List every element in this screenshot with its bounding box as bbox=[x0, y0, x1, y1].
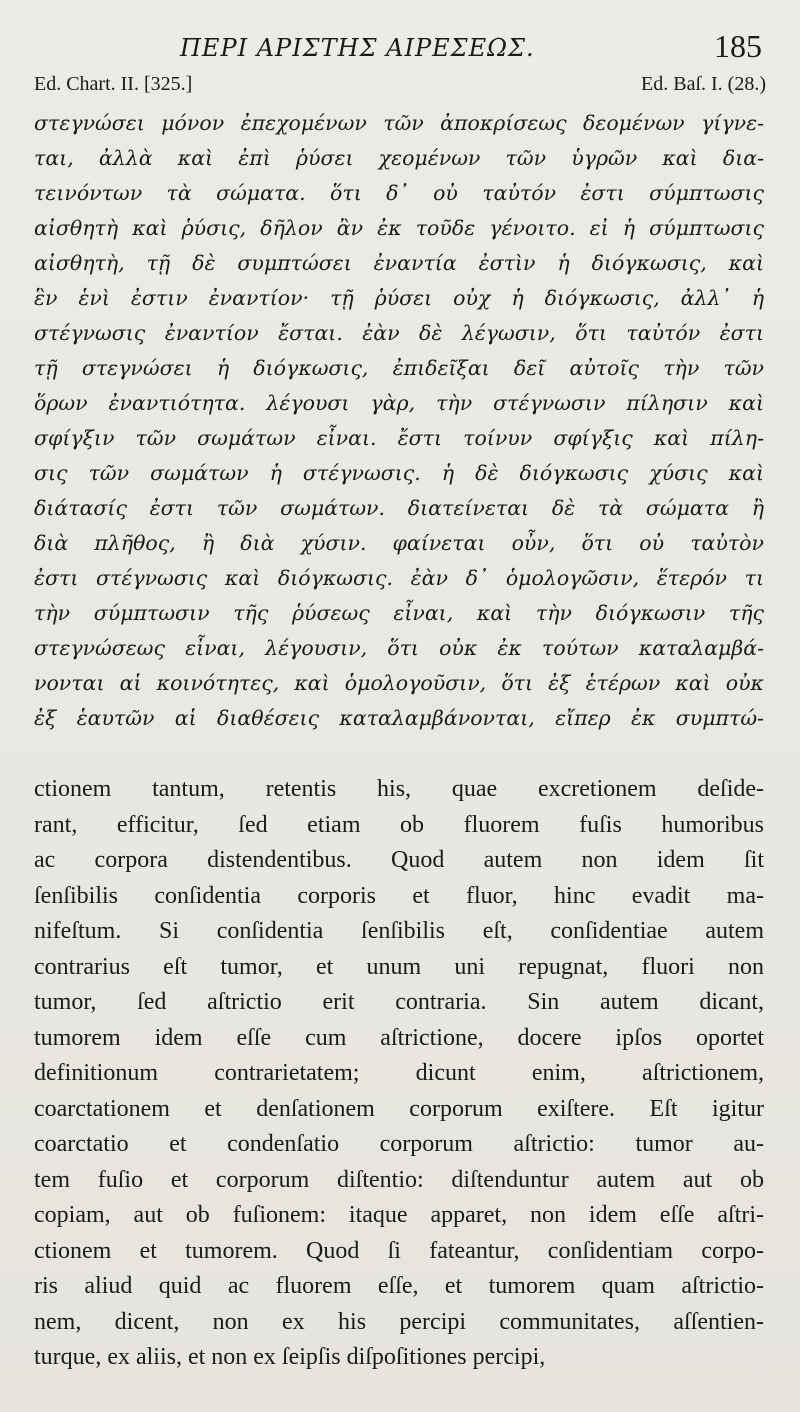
greek-text-line: νονται αἱ κοινότητες, καὶ ὁμολογοῦσιν, ὅτι ἐξ ἑτέρων καὶ οὐκ bbox=[34, 671, 764, 695]
greek-text-line: διὰ πλῆθος, ἢ διὰ χύσιν. φαίνεται οὖν, ὅτι οὐ ταὐτὸν bbox=[34, 531, 764, 555]
greek-text-line: αἰσθητὴ, τῇ δὲ συμπτώσει ἐναντία ἐστὶν ἡ διόγκωσις, καὶ bbox=[34, 251, 764, 275]
greek-text-line: ὅρων ἐναντιότητα. λέγουσι γὰρ, τὴν στέγνωσιν πίλησιν καὶ bbox=[34, 391, 764, 415]
greek-text-line: σφίγξιν τῶν σωμάτων εἶναι. ἔστι τοίνυν σφίγξις καὶ πίλη- bbox=[34, 426, 764, 450]
greek-text-line: τὴν σύμπτωσιν τῆς ῥύσεως εἶναι, καὶ τὴν διόγκωσιν τῆς bbox=[34, 601, 764, 625]
latin-text-block bbox=[34, 772, 764, 1376]
latin-text-line: ſenſibilis conſidentia corporis et fluor, hinc evadit ma- bbox=[34, 882, 764, 909]
latin-text-line: tumorem idem eſſe cum aſtrictione, docere ipſos oportet bbox=[34, 1024, 764, 1051]
latin-text-line: tem fuſio et corporum diſtentio: diſtenduntur autem aut ob bbox=[34, 1166, 764, 1193]
greek-text-line: τεινόντων τὰ σώματα. ὅτι δ᾽ οὐ ταὐτόν ἐστι σύμπτωσις bbox=[34, 181, 764, 205]
latin-text-line: definitionum contrarietatem; dicunt enim, aſtrictionem, bbox=[34, 1060, 764, 1086]
latin-text-line: nem, dicent, non ex his percipi communitates, aſſentien- bbox=[34, 1308, 764, 1335]
page-number: 185 bbox=[714, 28, 762, 64]
latin-text-line: ris aliud quid ac fluorem eſſe, et tumorem quam aſtrictio- bbox=[34, 1273, 764, 1299]
greek-text-line: διάτασίς ἐστι τῶν σωμάτων. διατείνεται δὲ τὰ σώματα ἢ bbox=[34, 496, 764, 520]
running-title: ΠΕΡΙ ΑΡΙΣΤΗΣ ΑΙΡΕΣΕΩΣ. bbox=[180, 34, 535, 62]
latin-text-line: copiam, aut ob fuſionem: itaque apparet, non idem eſſe aſtri- bbox=[34, 1202, 764, 1228]
latin-text-line: ctionem tantum, retentis his, quae excretionem deſide- bbox=[34, 776, 764, 802]
latin-text-line: ctionem et tumorem. Quod ſi fateantur, conſidentiam corpo- bbox=[34, 1237, 764, 1264]
edition-reference-basel: Ed. Baſ. I. (28.) bbox=[641, 73, 766, 95]
greek-text-block bbox=[34, 106, 764, 736]
greek-text-line: στεγνώσει μόνον ἐπεχομένων τῶν ἀποκρίσεως δεομένων γίγνε- bbox=[34, 111, 764, 135]
latin-text-line: ac corpora distendentibus. Quod autem non idem ſit bbox=[34, 847, 764, 873]
greek-text-line: ἐστι στέγνωσις καὶ διόγκωσις. ἐὰν δ᾽ ὁμολογῶσιν, ἕτερόν τι bbox=[34, 566, 764, 590]
greek-text-line: στεγνώσεως εἶναι, λέγουσιν, ὅτι οὐκ ἐκ τούτων καταλαμβά- bbox=[34, 636, 764, 660]
greek-text-line: τῇ στεγνώσει ἡ διόγκωσις, ἐπιδεῖξαι δεῖ αὐτοῖς τὴν τῶν bbox=[34, 356, 764, 380]
latin-text-line: nifeſtum. Si conſidentia ſenſibilis eſt, conſidentiae autem bbox=[34, 918, 764, 944]
running-head bbox=[0, 28, 800, 68]
latin-text-line: turque, ex aliis, et non ex ſeipſis diſpoſitiones percipi, bbox=[34, 1344, 546, 1370]
latin-text-line: coarctationem et denſationem corporum exiſtere. Eſt igitur bbox=[34, 1095, 764, 1122]
latin-text-line: tumor, ſed aſtrictio erit contraria. Sin autem dicant, bbox=[34, 989, 764, 1015]
greek-text-line: στέγνωσις ἐναντίον ἔσται. ἐὰν δὲ λέγωσιν, ὅτι ταὐτόν ἐστι bbox=[34, 321, 764, 345]
edition-reference-chart: Ed. Chart. II. [325.] bbox=[34, 73, 193, 95]
greek-text-line: ἐξ ἑαυτῶν αἱ διαθέσεις καταλαμβάνονται, εἴπερ ἐκ συμπτώ- bbox=[34, 706, 764, 730]
greek-text-line: σις τῶν σωμάτων ἡ στέγνωσις. ἡ δὲ διόγκωσις χύσις καὶ bbox=[34, 461, 764, 485]
greek-text-line: αἰσθητὴ καὶ ῥύσις, δῆλον ἂν ἐκ τοῦδε γένοιτο. εἰ ἡ σύμπτωσις bbox=[34, 216, 764, 240]
latin-text-line: coarctatio et condenſatio corporum aſtrictio: tumor au- bbox=[34, 1131, 764, 1157]
greek-text-line: ται, ἀλλὰ καὶ ἐπὶ ῥύσει χεομένων τῶν ὑγρῶν καὶ δια- bbox=[34, 146, 764, 170]
edition-references bbox=[34, 73, 766, 101]
latin-text-line: rant, efficitur, ſed etiam ob fluorem fuſis humoribus bbox=[34, 811, 764, 838]
latin-text-line: contrarius eſt tumor, et unum uni repugnat, fluori non bbox=[34, 953, 764, 980]
greek-text-line: ἓν ἑνὶ ἐστιν ἐναντίον· τῇ ῥύσει οὐχ ἡ διόγκωσις, ἀλλ᾽ ἡ bbox=[34, 286, 764, 310]
